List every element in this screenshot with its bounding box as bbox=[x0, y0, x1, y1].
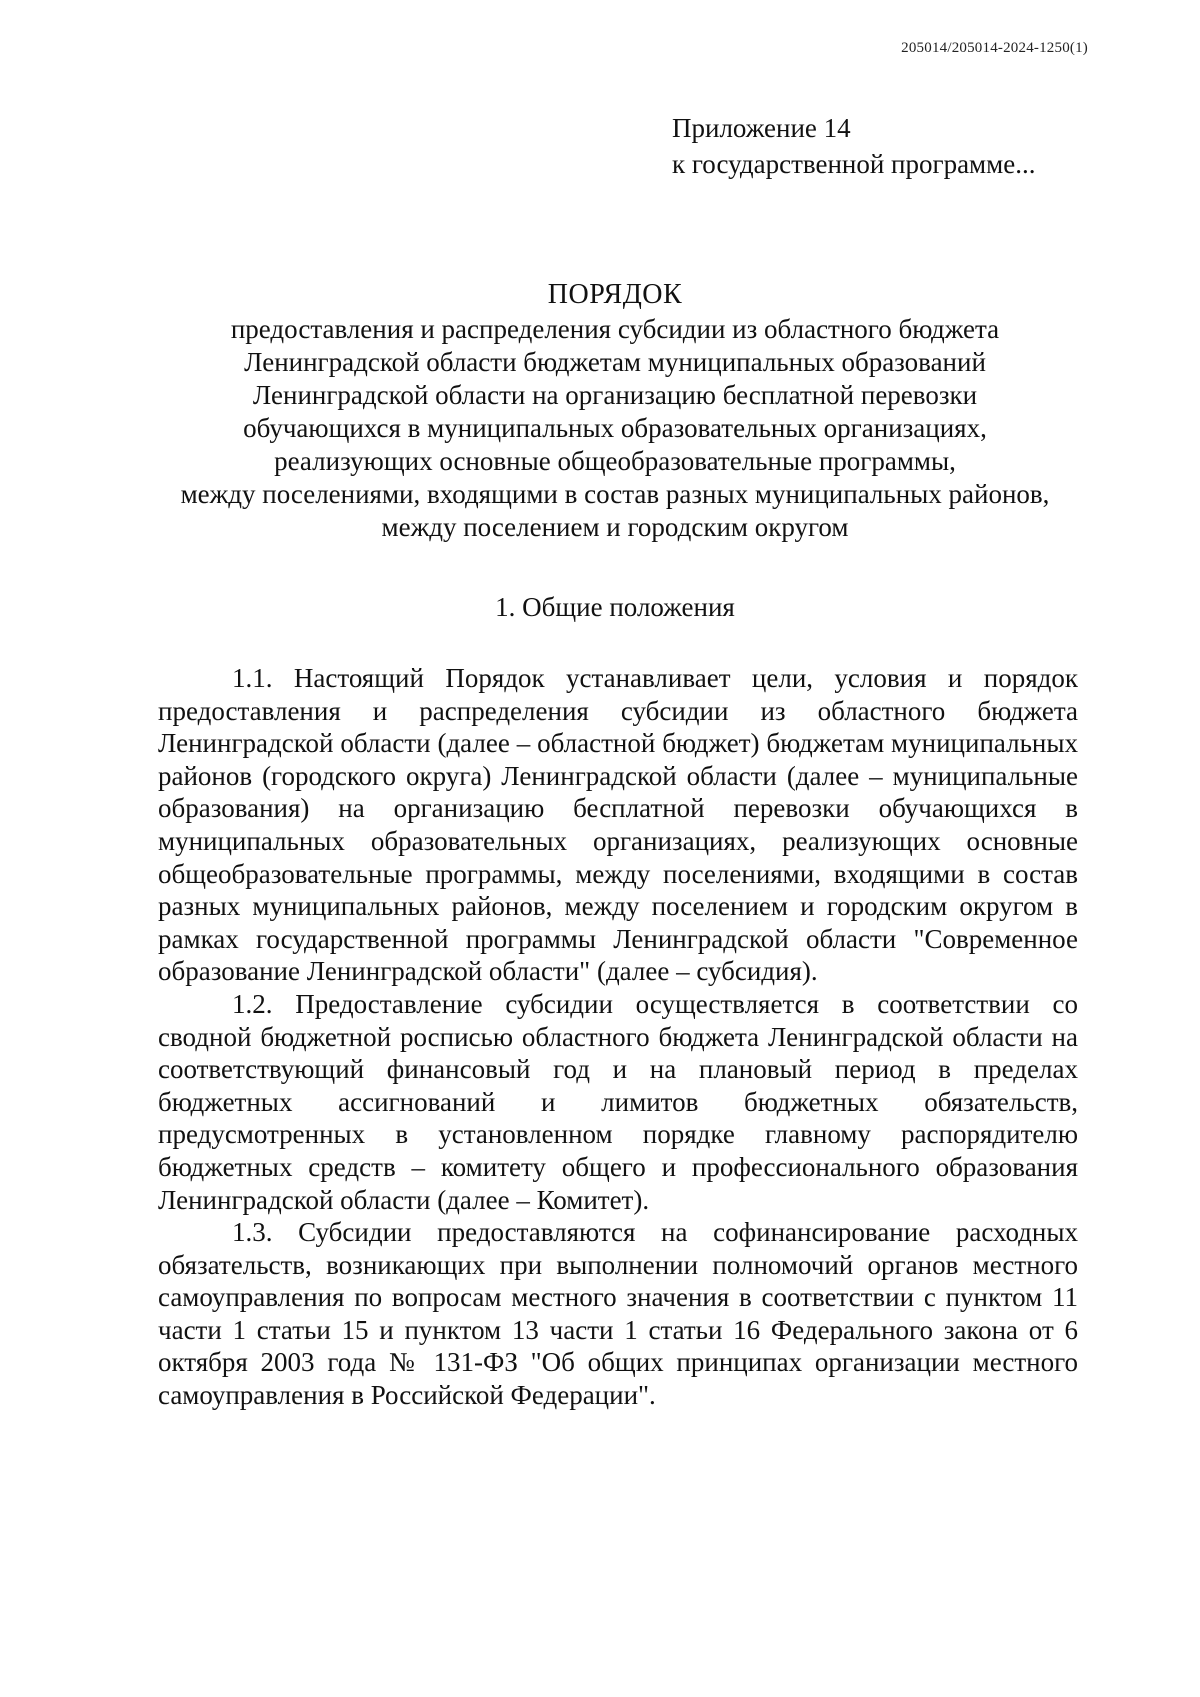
document-subtitle-line: между поселениями, входящими в состав разных муниципальных районов, bbox=[180, 479, 1050, 509]
document-subtitle-line: реализующих основные общеобразовательные программы, bbox=[274, 446, 956, 476]
paragraph-1-2: 1.2. Предоставление субсидии осуществляется в соответствии со сводной бюджетной росписью областного бюджета Ленинградской области на соответствующий финансовый год и на плановый период в пределах бюджетных ассигнований и лимитов бюджетных обязательств, предусмотренных в установленном порядке главному распорядителю бюджетных средств – комитету общего и профессионального образования Ленинградской области (далее – Комитет). bbox=[158, 988, 1078, 1215]
annex-number: Приложение 14 bbox=[672, 113, 851, 143]
document-title-block bbox=[140, 278, 1090, 544]
paragraph-1-1: 1.1. Настоящий Порядок устанавливает цели, условия и порядок предоставления и распределения субсидии из областного бюджета Ленинградской области (далее – областной бюджет) бюджетам муниципальных районов (городского округа) Ленинградской области (далее – муниципальные образования) на организацию бесплатной перевозки обучающихся в муниципальных образовательных организациях, реализующих основные общеобразовательные программы, между поселениями, входящими в состав разных муниципальных районов, между поселением и городским округом в рамках государственной программы Ленинградской области "Современное образование Ленинградской области" (далее – субсидия). bbox=[158, 663, 1078, 987]
document-id: 205014/205014-2024-1250(1) bbox=[901, 40, 1088, 56]
section-heading: 1. Общие положения bbox=[495, 592, 735, 622]
document-body bbox=[158, 662, 1078, 1412]
annex-reference bbox=[672, 110, 1035, 182]
paragraph-1-3: 1.3. Субсидии предоставляются на софинансирование расходных обязательств, возникающих при выполнении полномочий органов местного самоуправления по вопросам местного значения в соответствии с пунктом 11 части 1 статьи 15 и пунктом 13 части 1 статьи 16 Федерального закона от 6 октября 2003 года № 131-ФЗ "Об общих принципах организации местного самоуправления в Российской Федерации". bbox=[158, 1217, 1078, 1411]
document-title: ПОРЯДОК bbox=[547, 279, 683, 310]
document-subtitle-line: предоставления и распределения субсидии из областного бюджета bbox=[230, 314, 1000, 344]
document-subtitle-line: между поселением и городским округом bbox=[381, 512, 849, 542]
document-subtitle-line: обучающихся в муниципальных образовательных организациях, bbox=[243, 413, 987, 443]
document-subtitle-line: Ленинградской области на организацию бесплатной перевозки bbox=[252, 380, 978, 410]
annex-program-reference: к государственной программе... bbox=[672, 149, 1036, 179]
document-subtitle-line: Ленинградской области бюджетам муниципальных образований bbox=[244, 347, 986, 377]
